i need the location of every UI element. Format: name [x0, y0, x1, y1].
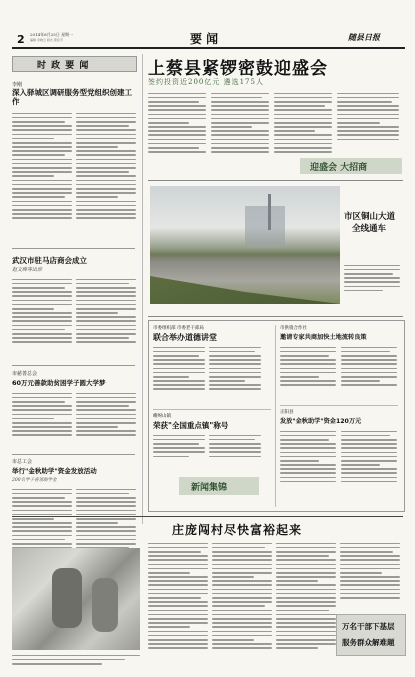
- brief-title: 发放"金秋助学"资金120万元: [280, 418, 362, 425]
- article-body: [12, 110, 72, 244]
- brief-kicker: 市委组织部 市委老干部局: [153, 326, 204, 331]
- article-body: [76, 390, 136, 452]
- divider: [12, 248, 135, 249]
- article-subtitle: 赵文峰等出席: [12, 267, 43, 273]
- lead-story-banner: 迎盛会 大招商: [300, 158, 402, 174]
- bottom-story-body: [276, 540, 336, 670]
- brief-body: [209, 344, 261, 408]
- brief-body: [153, 344, 205, 408]
- brief-body: [153, 432, 205, 468]
- brief-kicker: 正阳县: [280, 410, 294, 415]
- article-body: [76, 110, 136, 244]
- article-kicker: 李刚: [12, 82, 23, 88]
- bottom-story-body: [340, 540, 400, 612]
- article-title: 60万元善款助贫困学子圆大学梦: [12, 379, 106, 387]
- brief-body: [280, 428, 336, 504]
- brief-body: [209, 432, 261, 468]
- masthead: [0, 0, 415, 48]
- article-body: [12, 390, 72, 452]
- photo-story-title: 全线通车: [352, 224, 387, 234]
- article-title: 深入驿城区调研服务型党组织创建工作: [12, 88, 132, 106]
- paper-name: 随县日报: [348, 33, 380, 42]
- bottom-story-body: [212, 540, 272, 670]
- brief-title: 邀请专家共商加快土地流转良策: [280, 334, 367, 341]
- briefs-box: [148, 320, 405, 512]
- divider: [12, 454, 135, 455]
- bottom-story-body: [148, 540, 208, 670]
- article-kicker: 市总工会: [12, 459, 33, 465]
- brief-body: [280, 344, 336, 402]
- road-photo: [150, 186, 340, 304]
- article-body: [76, 276, 136, 362]
- editor-line: 编辑 李晓云 版式 郭佳平: [30, 38, 63, 42]
- brief-body: [341, 428, 397, 504]
- article-title: 武汉市驻马店商会成立: [12, 256, 87, 265]
- bottom-photo-caption: [12, 652, 140, 670]
- photo-story-caption: [344, 262, 400, 302]
- lead-story-body: [337, 90, 399, 154]
- lead-story-subtitle: 签约投资近200亿元 遴选175人: [148, 78, 264, 86]
- section-header-shizheng: 时 政 要 闻: [12, 56, 137, 72]
- bottom-photo: [12, 548, 140, 650]
- divider: [12, 365, 135, 366]
- article-title: 举行"金秋助学"资金发放活动: [12, 467, 97, 475]
- article-body: [12, 276, 72, 362]
- brief-body: [341, 344, 397, 402]
- article-kicker: 市慈善总会: [12, 371, 38, 377]
- brief-title: 荣获"全国重点镇"称号: [153, 421, 229, 430]
- page-number: 2: [17, 33, 25, 46]
- column-rule: [142, 54, 143, 524]
- brief-kicker: 市供销合作社: [280, 326, 307, 331]
- bottom-story-title: 庄庞闯村尽快富裕起来: [172, 523, 303, 537]
- photo-story-title: 市区铜山大道: [344, 212, 396, 222]
- briefs-banner: 新闻集锦: [179, 477, 259, 495]
- divider: [12, 516, 403, 517]
- lead-story-body: [211, 90, 269, 172]
- date-line: 2014年8月25日 星期一: [30, 32, 74, 37]
- divider: [280, 405, 398, 406]
- divider: [148, 180, 403, 181]
- brief-kicker: 嵖岈山镇: [153, 414, 171, 419]
- divider: [148, 316, 403, 317]
- bottom-right-box: 万名干部下基层 服务群众解难题: [336, 614, 406, 656]
- lead-story-body: [148, 90, 206, 172]
- lead-story-title: 上蔡县紧锣密鼓迎盛会: [148, 59, 328, 79]
- article-subtitle: 200名学子喜领助学金: [12, 478, 57, 483]
- masthead-rule: [12, 47, 405, 49]
- divider: [153, 409, 271, 410]
- column-rule: [275, 325, 276, 507]
- brief-title: 联合举办道德讲堂: [153, 333, 217, 342]
- section-title: 要 闻: [190, 32, 219, 46]
